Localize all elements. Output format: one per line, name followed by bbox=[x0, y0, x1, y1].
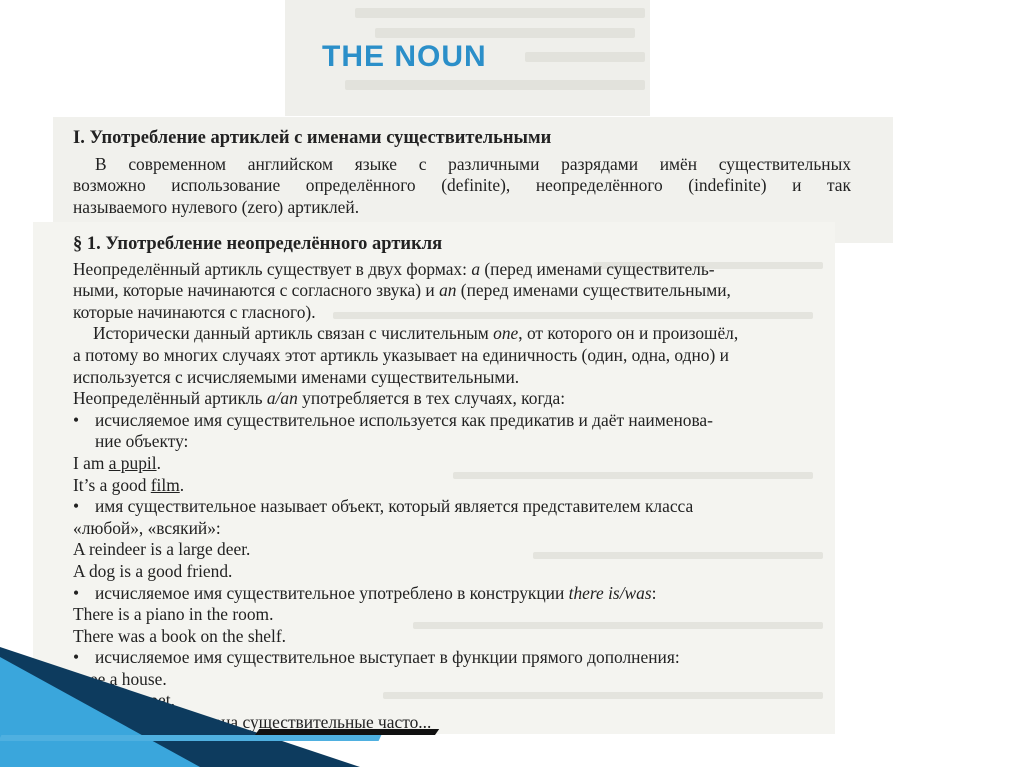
scan-ghost-line bbox=[525, 52, 645, 62]
text-run: имя существительное называет объект, который является представителем класса bbox=[95, 496, 694, 517]
word: с bbox=[418, 153, 427, 174]
word: современном bbox=[128, 153, 227, 174]
bullet-icon: • bbox=[73, 409, 80, 430]
word: разрядами bbox=[561, 153, 639, 174]
corner-stripe-blue bbox=[0, 735, 381, 741]
bullet-item bbox=[73, 410, 828, 432]
text-run: , от которого он и произошёл, bbox=[518, 323, 739, 344]
paragraph-line bbox=[73, 154, 851, 176]
section-heading: I. Употребление артиклей с именами существительными bbox=[73, 128, 552, 148]
text-run: Неопределённый артикль bbox=[73, 388, 267, 409]
bullet-icon: • bbox=[73, 647, 80, 668]
paragraph-line bbox=[73, 175, 851, 197]
text-run-underlined: a pupil bbox=[108, 452, 157, 473]
paragraph-line: «любой», «всякий»: bbox=[73, 517, 221, 538]
word: различными bbox=[448, 153, 540, 174]
section-articles-intro bbox=[73, 128, 851, 218]
word: неопределённого bbox=[535, 175, 663, 196]
paragraph-line: ние объекту: bbox=[95, 431, 189, 452]
text-run: (перед именами существитель- bbox=[480, 258, 715, 279]
paragraph-line bbox=[73, 280, 828, 302]
scan-ghost-line bbox=[355, 8, 645, 18]
text-run: I am bbox=[73, 452, 109, 473]
paragraph-line bbox=[73, 323, 828, 345]
word: английском bbox=[247, 153, 333, 174]
text-run: . bbox=[179, 474, 185, 495]
text-run: . bbox=[156, 452, 161, 473]
paragraph-line: а потому во многих случаях этот артикль указывает на единичность (один, одна, одно) и bbox=[73, 344, 729, 365]
text-run: исчисляемое имя существительное употреблено в конструкции bbox=[95, 582, 569, 603]
example-line: A dog is a good friend. bbox=[73, 560, 233, 581]
text-run-italic: a bbox=[471, 258, 481, 279]
paragraph-line: используется с исчисляемыми именами существительными. bbox=[73, 366, 520, 387]
example-line bbox=[73, 475, 828, 497]
word: имён bbox=[659, 153, 698, 174]
text-run: It’s a good bbox=[73, 474, 151, 495]
scan-ghost-line bbox=[375, 28, 635, 38]
text-run: ными, которые начинаются с согласного звука) и bbox=[73, 280, 440, 301]
corner-decoration-light bbox=[0, 657, 200, 767]
text-run-italic: there is/was bbox=[568, 582, 652, 603]
word: существительных bbox=[718, 153, 851, 174]
word: В bbox=[95, 153, 107, 174]
word: (indefinite) bbox=[688, 175, 767, 196]
bullet-icon: • bbox=[73, 496, 80, 517]
example-line: A reindeer is a large deer. bbox=[73, 539, 251, 560]
word: (definite), bbox=[441, 175, 511, 196]
text-run-italic: a/an bbox=[266, 388, 298, 409]
text-run: : bbox=[651, 582, 657, 603]
word: определённого bbox=[305, 175, 416, 196]
paragraph-line: которые начинаются с гласного). bbox=[73, 301, 316, 322]
word: использование bbox=[171, 175, 281, 196]
text-run: (перед именами существительными, bbox=[456, 280, 731, 301]
paragraph-line bbox=[73, 259, 828, 281]
paragraph-line bbox=[73, 388, 828, 410]
example-line: I see a house. bbox=[73, 668, 167, 689]
bullet-item bbox=[73, 496, 828, 518]
example-line: There was a book on the shelf. bbox=[73, 625, 286, 646]
bullet-icon: • bbox=[73, 582, 80, 603]
text-run: Неопределённый артикль существует в двух формах: bbox=[73, 258, 472, 279]
word: языке bbox=[354, 153, 397, 174]
text-run: исчисляемое имя существительное выступает в функции прямого дополнения: bbox=[95, 647, 680, 668]
corner-stripe-black bbox=[255, 729, 439, 735]
example-line bbox=[73, 453, 828, 475]
text-run: исчисляемое имя существительное используется как предикатив и даёт наименова- bbox=[95, 409, 713, 430]
text-run-underlined: film bbox=[150, 474, 180, 495]
scan-ghost-line bbox=[345, 80, 645, 90]
bullet-item bbox=[73, 583, 828, 605]
word: и bbox=[792, 175, 802, 196]
text-run-italic: an bbox=[439, 280, 457, 301]
section-heading: § 1. Употребление неопределённого артикля bbox=[73, 234, 443, 254]
word: так bbox=[827, 175, 851, 196]
example-line: There is a piano in the room. bbox=[73, 604, 274, 625]
example-line: We have a pet. bbox=[73, 690, 175, 711]
word: возможно bbox=[73, 175, 146, 196]
paragraph-line: называемого нулевого (zero) артиклей. bbox=[73, 196, 360, 217]
text-run-italic: one bbox=[493, 323, 519, 344]
text-run: Исторически данный артикль связан с числительным bbox=[93, 323, 494, 344]
slide-title: THE NOUN bbox=[322, 40, 487, 73]
text-run: употребляется в тех случаях, когда: bbox=[297, 388, 566, 409]
